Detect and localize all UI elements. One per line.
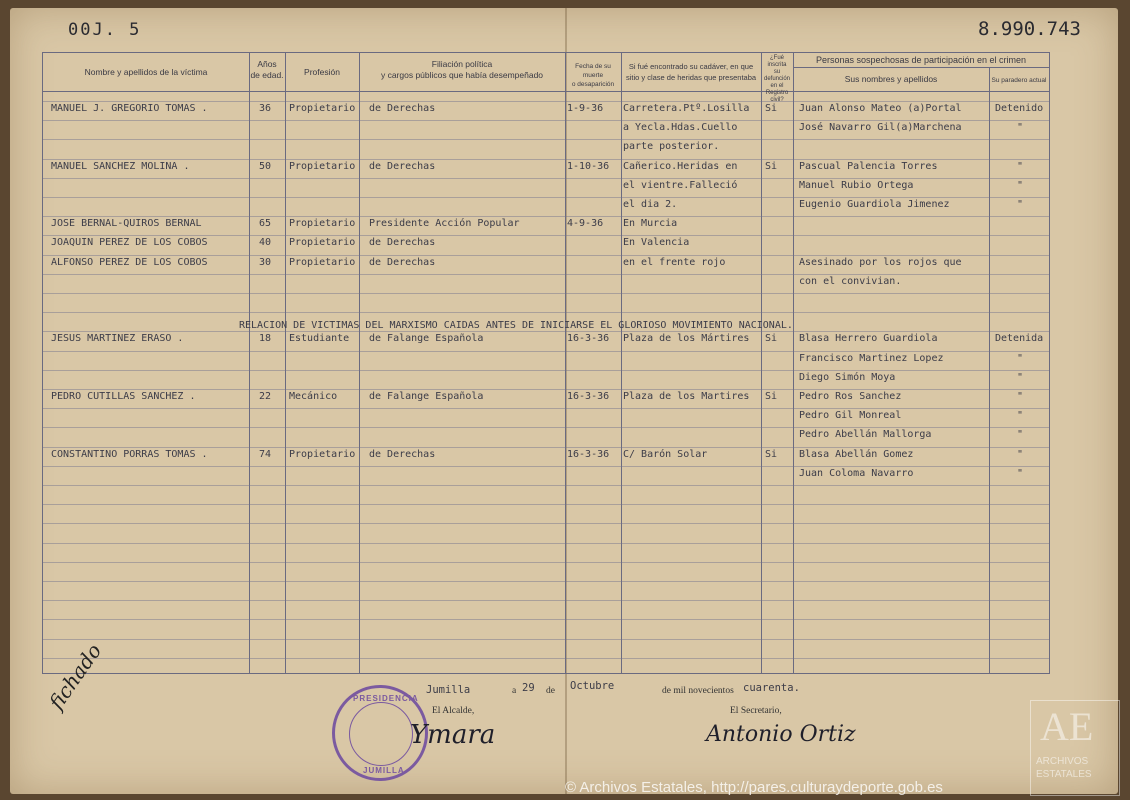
footer-day: 29 bbox=[522, 682, 535, 694]
col-divider bbox=[565, 53, 566, 673]
col-divider bbox=[761, 53, 762, 673]
cell-name: CONSTANTINO PORRAS TOMAS . bbox=[51, 448, 208, 460]
cell-date: 1-10-36 bbox=[567, 160, 610, 172]
cell-date: 1-9-36 bbox=[567, 103, 604, 114]
cell-date: 4-9-36 bbox=[567, 218, 604, 230]
ruled-line bbox=[43, 274, 1049, 275]
col-header-found: Si fué encontrado su cadáver, en que sitio y clase de heridas que presentaba bbox=[625, 62, 757, 82]
ruled-line bbox=[43, 466, 1049, 467]
cell-prof: Propietario bbox=[289, 218, 356, 230]
ruled-line bbox=[43, 504, 1049, 505]
cell-date: 16-3-36 bbox=[567, 333, 610, 345]
margin-note: fichado bbox=[44, 639, 107, 714]
cell-where: " bbox=[1017, 160, 1024, 172]
ruled-line bbox=[43, 255, 1049, 256]
cell-where: " bbox=[1017, 371, 1024, 383]
cell-reg: Si bbox=[765, 103, 778, 114]
cell-aff: de Derechas bbox=[369, 256, 436, 268]
cell-aff: de Derechas bbox=[369, 448, 436, 460]
cell-reg: Si bbox=[765, 448, 778, 460]
folio-number: 00J. 5 bbox=[68, 20, 142, 40]
col-header-name: Nombre y apellidos de la víctima bbox=[84, 67, 208, 77]
cell-found: En Murcia bbox=[623, 218, 678, 230]
footer-year: cuarenta. bbox=[743, 682, 800, 694]
col-divider bbox=[285, 53, 286, 673]
cell-susp: Diego Simón Moya bbox=[799, 371, 896, 383]
cell-age: 36 bbox=[259, 103, 272, 114]
ruled-line bbox=[43, 523, 1049, 524]
cell-found: Plaza de los Martires bbox=[623, 391, 750, 402]
cell-where: " bbox=[1017, 122, 1024, 134]
col-header-suspect-names: Sus nombres y apellidos bbox=[844, 74, 938, 84]
ruled-line bbox=[43, 139, 1049, 140]
cell-found: C/ Barón Solar bbox=[623, 448, 708, 460]
col-header-registered: ¿Fué inscrita su defunción en el Registro civil? bbox=[763, 55, 791, 103]
footer-year-prefix: de mil novecientos bbox=[662, 686, 734, 696]
col-header-age: Años de edad. bbox=[250, 59, 284, 80]
victims-table bbox=[42, 52, 1050, 674]
cell-where: " bbox=[1017, 448, 1024, 460]
cell-found: el vientre.Falleció bbox=[623, 179, 738, 191]
stamp-bottom-text: JUMILLA bbox=[363, 766, 405, 775]
footer-month: Octubre bbox=[570, 680, 615, 692]
cell-susp: Blasa Herrero Guardiola bbox=[799, 333, 938, 345]
cell-age: 22 bbox=[259, 391, 272, 402]
cell-aff: de Falange Española bbox=[369, 391, 484, 402]
ruled-line bbox=[43, 447, 1049, 448]
cell-susp: Pascual Palencia Torres bbox=[799, 160, 938, 172]
cell-found: parte posterior. bbox=[623, 141, 720, 153]
cell-where: " bbox=[1017, 391, 1024, 402]
cell-found: el dia 2. bbox=[623, 199, 678, 210]
ruled-line bbox=[43, 639, 1049, 640]
cell-susp: Blasa Abellán Gomez bbox=[799, 448, 914, 460]
ruled-line bbox=[43, 543, 1049, 544]
cell-age: 50 bbox=[259, 160, 272, 172]
cell-age: 65 bbox=[259, 218, 272, 230]
secretary-label: El Secretario, bbox=[730, 706, 782, 716]
cell-prof: Propietario bbox=[289, 160, 356, 172]
cell-aff: Presidente Acción Popular bbox=[369, 218, 520, 230]
cell-susp: Francisco Martinez Lopez bbox=[799, 352, 944, 364]
cell-prof: Mecánico bbox=[289, 391, 338, 402]
cell-prof: Estudiante bbox=[289, 333, 350, 345]
cell-aff: de Derechas bbox=[369, 237, 436, 249]
ruled-line bbox=[43, 562, 1049, 563]
footer-a: a bbox=[512, 686, 517, 696]
col-divider bbox=[249, 53, 250, 673]
ruled-line bbox=[43, 370, 1049, 371]
cell-aff: de Derechas bbox=[369, 160, 436, 172]
ruled-line bbox=[43, 101, 1049, 102]
stamp-top-text: PRESIDENCIA bbox=[353, 694, 419, 703]
cell-found: Cañerico.Heridas en bbox=[623, 160, 738, 172]
cell-prof: Propietario bbox=[289, 256, 356, 268]
cell-name: PEDRO CUTILLAS SANCHEZ . bbox=[51, 391, 196, 402]
col-header-whereabouts: Su paradero actual bbox=[991, 77, 1047, 84]
archive-watermark: © Archivos Estatales, http://pares.culturaydeporte.gob.es bbox=[565, 779, 943, 796]
cell-where: " bbox=[1017, 410, 1024, 422]
cell-prof: Propietario bbox=[289, 103, 356, 114]
cell-reg: Si bbox=[765, 333, 778, 345]
cell-where: " bbox=[1017, 199, 1024, 210]
cell-susp: Juan Alonso Mateo (a)Portal bbox=[799, 103, 962, 114]
cell-age: 18 bbox=[259, 333, 272, 345]
section-banner: RELACION DE VICTIMAS DEL MARXISMO CAIDAS ANTES DE INICIARSE EL GLORIOSO MOVIMIENTO NACIONAL. bbox=[239, 320, 793, 332]
cell-where: " bbox=[1017, 429, 1024, 441]
ruled-line bbox=[43, 293, 1049, 294]
ruled-line bbox=[43, 216, 1049, 217]
cell-susp: Juan Coloma Navarro bbox=[799, 467, 914, 479]
cell-date: 16-3-36 bbox=[567, 391, 610, 402]
header-subrule bbox=[793, 67, 1049, 68]
cell-prof: Propietario bbox=[289, 237, 356, 249]
cell-susp: Asesinado por los rojos que bbox=[799, 256, 962, 268]
cell-name: JESUS MARTINEZ ERASO . bbox=[51, 333, 184, 345]
col-divider bbox=[621, 53, 622, 673]
ruled-line bbox=[43, 312, 1049, 313]
cell-age: 74 bbox=[259, 448, 272, 460]
col-header-date: Fecha de su muerte o desaparición bbox=[571, 63, 615, 88]
ruled-line bbox=[43, 178, 1049, 179]
ruled-line bbox=[43, 159, 1049, 160]
cell-name: JOAQUIN PEREZ DE LOS COBOS bbox=[51, 237, 208, 249]
cell-name: JOSE BERNAL-QUIROS BERNAL bbox=[51, 218, 202, 230]
ruled-line bbox=[43, 351, 1049, 352]
cell-where: " bbox=[1017, 467, 1024, 479]
cell-where: " bbox=[1017, 352, 1024, 364]
cell-name: ALFONSO PEREZ DE LOS COBOS bbox=[51, 256, 208, 268]
col-header-affiliation: Filiación política y cargos públicos que había desempeñado bbox=[380, 59, 544, 80]
cell-susp: Pedro Ros Sanchez bbox=[799, 391, 902, 402]
col-divider bbox=[793, 53, 794, 673]
cell-susp: José Navarro Gil(a)Marchena bbox=[799, 122, 962, 134]
ruled-line bbox=[43, 600, 1049, 601]
mayor-label: El Alcalde, bbox=[432, 706, 475, 716]
cell-aff: de Falange Española bbox=[369, 333, 484, 345]
cell-susp: Pedro Abellán Mallorga bbox=[799, 429, 932, 441]
cell-reg: Si bbox=[765, 160, 778, 172]
cell-found: Plaza de los Mártires bbox=[623, 333, 750, 345]
ruled-line bbox=[43, 235, 1049, 236]
ruled-line bbox=[43, 581, 1049, 582]
ruled-line bbox=[43, 197, 1049, 198]
footer-de: de bbox=[546, 686, 555, 696]
cell-aff: de Derechas bbox=[369, 103, 436, 114]
cell-age: 40 bbox=[259, 237, 272, 249]
cell-susp: Eugenio Guardiola Jimenez bbox=[799, 199, 950, 210]
ruled-line bbox=[43, 619, 1049, 620]
cell-found: en el frente rojo bbox=[623, 256, 726, 268]
col-divider bbox=[359, 53, 360, 673]
cell-age: 30 bbox=[259, 256, 272, 268]
archive-logo: AE bbox=[1040, 704, 1094, 749]
cell-where: Detenido bbox=[995, 103, 1044, 114]
cell-name: MANUEL SANCHEZ MOLINA . bbox=[51, 160, 190, 172]
header-rule bbox=[43, 91, 1049, 92]
archive-logo-line1: ARCHIVOS bbox=[1036, 756, 1089, 767]
col-header-suspects: Personas sospechosas de participación en el crimen bbox=[815, 55, 1027, 65]
col-header-profession: Profesión bbox=[304, 67, 340, 77]
cell-found: a Yecla.Hdas.Cuello bbox=[623, 122, 738, 134]
cell-susp: Pedro Gil Monreal bbox=[799, 410, 902, 422]
cell-where: Detenida bbox=[995, 333, 1044, 345]
ruled-line bbox=[43, 389, 1049, 390]
cell-where: " bbox=[1017, 179, 1024, 191]
cell-date: 16-3-36 bbox=[567, 448, 610, 460]
document-number: 8.990.743 bbox=[978, 18, 1081, 40]
ruled-line bbox=[43, 658, 1049, 659]
cell-susp: con el convivian. bbox=[799, 275, 902, 287]
footer-place: Jumilla bbox=[426, 684, 471, 696]
secretary-signature: Antonio Ortiz bbox=[706, 722, 856, 747]
ruled-line bbox=[43, 408, 1049, 409]
ruled-line bbox=[43, 485, 1049, 486]
archive-logo-line2: ESTATALES bbox=[1036, 769, 1092, 780]
mayor-signature: Ymara bbox=[410, 720, 496, 750]
cell-susp: Manuel Rubio Ortega bbox=[799, 179, 914, 191]
cell-found: En Valencia bbox=[623, 237, 690, 249]
cell-prof: Propietario bbox=[289, 448, 356, 460]
stamp-crest bbox=[349, 702, 413, 766]
cell-name: MANUEL J. GREGORIO TOMAS . bbox=[51, 103, 208, 114]
cell-reg: Si bbox=[765, 391, 778, 402]
cell-found: Carretera.Ptº.Losilla bbox=[623, 103, 750, 114]
